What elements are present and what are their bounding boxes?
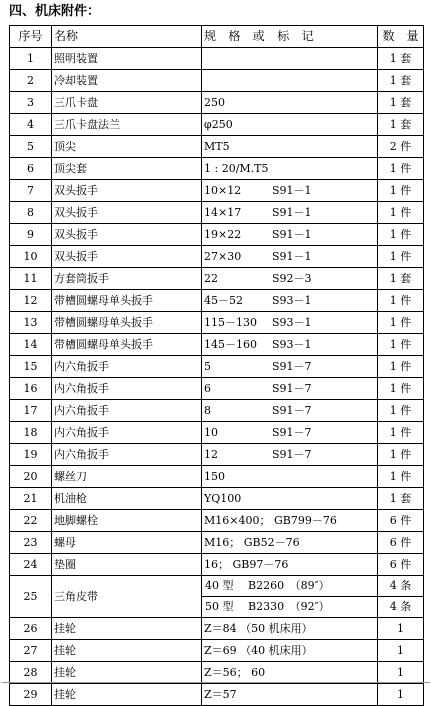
- row-spec: [202, 114, 378, 136]
- row-name: 双头扳手: [52, 180, 202, 202]
- row-no: 9: [10, 224, 52, 246]
- row-spec-standard: S93－1: [272, 338, 312, 351]
- row-spec: [202, 48, 378, 70]
- row-no: 19: [10, 444, 52, 466]
- row-no: 20: [10, 466, 52, 488]
- table-row: [10, 618, 424, 640]
- row-spec-size: 16； GB97－76: [204, 558, 289, 571]
- row-qty: 2 件: [378, 136, 424, 158]
- row-spec: [202, 290, 378, 312]
- accessories-table: [9, 25, 424, 706]
- row-no: 15: [10, 356, 52, 378]
- header-name: 名称: [52, 26, 202, 48]
- row-qty: 6 件: [378, 510, 424, 532]
- row-name: 挂轮: [52, 618, 202, 640]
- row-no: 11: [10, 268, 52, 290]
- row-spec-standard: S91－1: [272, 206, 312, 219]
- row-spec: [202, 312, 378, 334]
- row-spec: [202, 488, 378, 510]
- row-spec: Z＝57: [202, 684, 378, 706]
- row-spec: [202, 180, 378, 202]
- row-name: 三角皮带: [52, 576, 202, 618]
- row-name: 冷却装置: [52, 70, 202, 92]
- row-qty: 1 件: [378, 400, 424, 422]
- row-qty: 1: [378, 640, 424, 662]
- row-no: 22: [10, 510, 52, 532]
- row-qty: 1 套: [378, 48, 424, 70]
- table-row: [10, 246, 424, 268]
- row-spec-standard: S91－7: [272, 382, 312, 395]
- row-qty: 6 件: [378, 532, 424, 554]
- row-spec: [202, 532, 378, 554]
- row-qty: 1 件: [378, 378, 424, 400]
- row-name: 带槽圆螺母单头扳手: [52, 334, 202, 356]
- table-header-row: [10, 26, 424, 48]
- row-spec: [202, 224, 378, 246]
- row-name: 照明装置: [52, 48, 202, 70]
- row-spec: [202, 136, 378, 158]
- table-row: [10, 466, 424, 488]
- row-spec-size: 250: [204, 96, 225, 109]
- header-spec: 规 格 或 标 记: [202, 26, 378, 48]
- row-spec-size: M16×400； GB799－76: [204, 514, 337, 527]
- row-no: 18: [10, 422, 52, 444]
- table-row: [10, 180, 424, 202]
- header-no: 序号: [10, 26, 52, 48]
- table-row: [10, 158, 424, 180]
- table-body: [10, 48, 424, 706]
- row-no: 13: [10, 312, 52, 334]
- row-spec: [202, 268, 378, 290]
- table-row: [10, 422, 424, 444]
- row-no: 21: [10, 488, 52, 510]
- row-spec: [202, 70, 378, 92]
- row-name: 内六角扳手: [52, 422, 202, 444]
- row-no: 12: [10, 290, 52, 312]
- row-spec-size: 45－52: [204, 294, 243, 307]
- row-no: 10: [10, 246, 52, 268]
- row-no: 8: [10, 202, 52, 224]
- table-row: [10, 224, 424, 246]
- row-spec-size: φ250: [204, 118, 233, 131]
- table-row: [10, 114, 424, 136]
- belt-spec-line: 40 型 B2260 （89″）: [202, 576, 377, 597]
- row-no: 14: [10, 334, 52, 356]
- row-qty: 1 件: [378, 466, 424, 488]
- row-spec: [202, 202, 378, 224]
- row-spec-standard: S91－7: [272, 448, 312, 461]
- row-spec-standard: S91－7: [272, 426, 312, 439]
- table-row: [10, 444, 424, 466]
- row-qty: 1: [378, 662, 424, 684]
- row-spec-size: 5: [204, 360, 211, 373]
- row-qty: 1 套: [378, 114, 424, 136]
- table-row: [10, 334, 424, 356]
- row-name: 双头扳手: [52, 202, 202, 224]
- row-no: 27: [10, 640, 52, 662]
- table-row: [10, 532, 424, 554]
- row-spec: [202, 400, 378, 422]
- table-row: [10, 356, 424, 378]
- row-spec-standard: S91－7: [272, 404, 312, 417]
- row-qty: 1 件: [378, 180, 424, 202]
- row-spec: [202, 466, 378, 488]
- row-spec-size: 12: [204, 448, 218, 461]
- row-spec-size: 27×30: [204, 250, 242, 263]
- table-row: [10, 92, 424, 114]
- row-qty: 1 件: [378, 290, 424, 312]
- row-name: 带槽圆螺母单头扳手: [52, 290, 202, 312]
- table-row: [10, 136, 424, 158]
- row-name: 内六角扳手: [52, 400, 202, 422]
- row-qty: 1 件: [378, 334, 424, 356]
- row-spec-size: 145－160: [204, 338, 257, 351]
- table-row: [10, 48, 424, 70]
- row-name: 内六角扳手: [52, 444, 202, 466]
- row-spec-size: 14×17: [204, 206, 242, 219]
- row-no: 24: [10, 554, 52, 576]
- row-name: 双头扳手: [52, 246, 202, 268]
- belt-spec-line: 50 型 B2330 （92″）: [205, 600, 330, 613]
- row-spec: [202, 92, 378, 114]
- row-name: 挂轮: [52, 662, 202, 684]
- section-heading: 四、机床附件：: [9, 4, 101, 19]
- row-spec: [202, 378, 378, 400]
- row-name: 螺丝刀: [52, 466, 202, 488]
- row-spec: [202, 356, 378, 378]
- table-row: [10, 290, 424, 312]
- row-name: 螺母: [52, 532, 202, 554]
- row-spec-size: 10×12: [204, 184, 242, 197]
- row-spec-standard: S93－1: [272, 294, 312, 307]
- table-row: [10, 488, 424, 510]
- row-spec-standard: S93－1: [272, 316, 312, 329]
- row-qty: 1 件: [378, 422, 424, 444]
- row-qty: 1 件: [378, 444, 424, 466]
- row-name: 带槽圆螺母单头扳手: [52, 312, 202, 334]
- row-spec: [202, 510, 378, 532]
- row-qty: 1 件: [378, 158, 424, 180]
- table-row-belt: [10, 576, 424, 618]
- table-row: [10, 312, 424, 334]
- row-spec-size: M16； GB52－76: [204, 536, 300, 549]
- row-no: 16: [10, 378, 52, 400]
- row-spec: [202, 246, 378, 268]
- table-row: [10, 554, 424, 576]
- row-spec: [202, 158, 378, 180]
- row-name: 顶尖: [52, 136, 202, 158]
- row-no: 5: [10, 136, 52, 158]
- row-name: 挂轮: [52, 684, 202, 706]
- row-spec-size: MT5: [204, 140, 230, 153]
- row-name: 挂轮: [52, 640, 202, 662]
- row-no: 6: [10, 158, 52, 180]
- row-name: 地脚螺栓: [52, 510, 202, 532]
- row-no: 3: [10, 92, 52, 114]
- row-qty: 1 件: [378, 246, 424, 268]
- row-spec: [202, 576, 378, 618]
- row-no: 17: [10, 400, 52, 422]
- row-qty: 1 件: [378, 356, 424, 378]
- row-spec-standard: S91－7: [272, 360, 312, 373]
- table-row: [10, 510, 424, 532]
- row-name: 垫圈: [52, 554, 202, 576]
- row-no: 28: [10, 662, 52, 684]
- table-row: [10, 268, 424, 290]
- row-spec-standard: S92－3: [272, 272, 312, 285]
- row-spec: [202, 422, 378, 444]
- row-name: 机油枪: [52, 488, 202, 510]
- row-spec: [202, 554, 378, 576]
- row-spec: [202, 334, 378, 356]
- row-name: 双头扳手: [52, 224, 202, 246]
- row-qty: 1 套: [378, 268, 424, 290]
- row-no: 1: [10, 48, 52, 70]
- table-row: [10, 684, 424, 706]
- row-no: 7: [10, 180, 52, 202]
- row-spec-size: 6: [204, 382, 211, 395]
- row-no: 2: [10, 70, 52, 92]
- row-spec-size: 115－130: [204, 316, 257, 329]
- row-qty: 1 套: [378, 70, 424, 92]
- row-name: 内六角扳手: [52, 378, 202, 400]
- header-qty: 数 量: [378, 26, 424, 48]
- row-qty: 1: [378, 684, 424, 706]
- row-qty: 1 套: [378, 92, 424, 114]
- row-spec-size: 19×22: [204, 228, 242, 241]
- row-name: 三爪卡盘: [52, 92, 202, 114]
- row-no: 29: [10, 684, 52, 706]
- row-spec-standard: S91－1: [272, 228, 312, 241]
- row-qty: 1 件: [378, 202, 424, 224]
- row-spec-size: YQ100: [204, 492, 242, 505]
- row-qty: 1 件: [378, 312, 424, 334]
- belt-qty-line: 4 条: [378, 576, 423, 597]
- page-bottom-rule: [2, 682, 430, 683]
- row-qty: 1 件: [378, 224, 424, 246]
- row-spec-size: 22: [204, 272, 218, 285]
- row-qty: 1: [378, 618, 424, 640]
- row-spec-standard: S91－1: [272, 184, 312, 197]
- row-spec-size: 8: [204, 404, 211, 417]
- row-no: 25: [10, 576, 52, 618]
- row-no: 23: [10, 532, 52, 554]
- table-row: [10, 662, 424, 684]
- table-row: [10, 70, 424, 92]
- row-name: 三爪卡盘法兰: [52, 114, 202, 136]
- table-row: [10, 378, 424, 400]
- row-spec-size: 150: [204, 470, 225, 483]
- row-spec-standard: S91－1: [272, 250, 312, 263]
- table-row: [10, 640, 424, 662]
- row-spec: [202, 444, 378, 466]
- row-spec: Z＝84 （50 机床用）: [202, 618, 378, 640]
- row-qty: 6 件: [378, 554, 424, 576]
- table-row: [10, 400, 424, 422]
- row-spec: Z＝56； 60: [202, 662, 378, 684]
- row-qty: [378, 576, 424, 618]
- row-qty: 1 套: [378, 488, 424, 510]
- row-name: 内六角扳手: [52, 356, 202, 378]
- belt-qty-line: 4 条: [389, 600, 412, 613]
- row-spec-size: 10: [204, 426, 218, 439]
- row-name: 方套筒扳手: [52, 268, 202, 290]
- row-no: 4: [10, 114, 52, 136]
- table-row: [10, 202, 424, 224]
- row-spec-size: 1 : 20/M.T5: [204, 162, 269, 175]
- row-name: 顶尖套: [52, 158, 202, 180]
- row-spec: Z＝69 （40 机床用）: [202, 640, 378, 662]
- row-no: 26: [10, 618, 52, 640]
